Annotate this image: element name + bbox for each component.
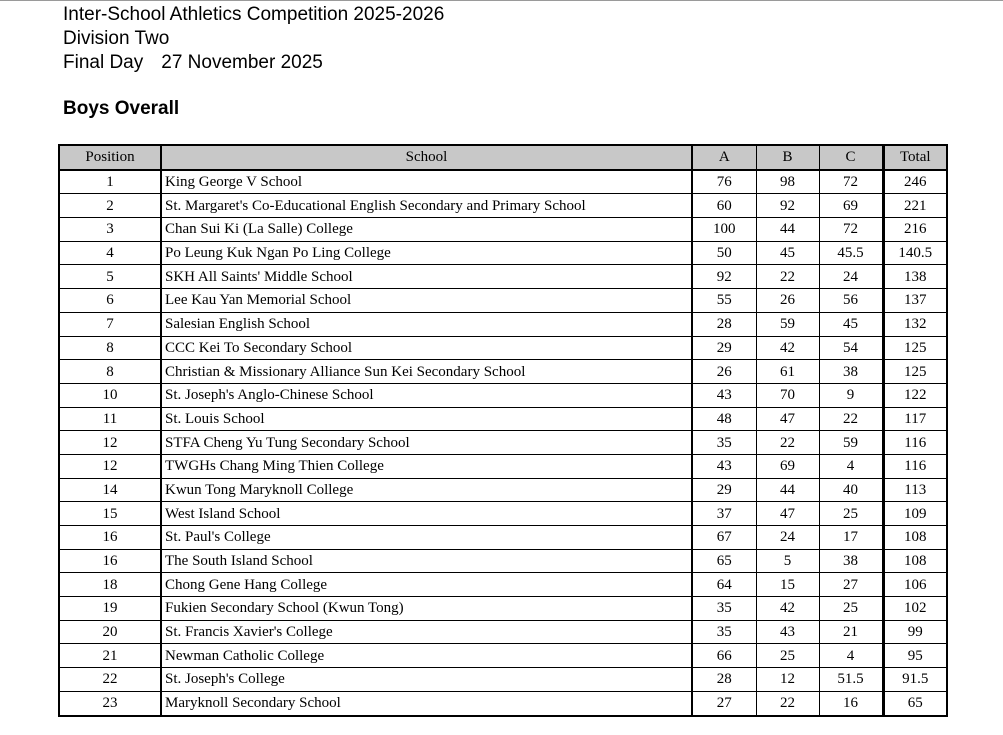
table-row bbox=[59, 336, 947, 360]
table-row bbox=[59, 644, 947, 668]
cell-total: 221 bbox=[883, 194, 947, 218]
cell-school: CCC Kei To Secondary School bbox=[161, 336, 692, 360]
cell-school: SKH All Saints' Middle School bbox=[161, 265, 692, 289]
table-row bbox=[59, 691, 947, 715]
table-row bbox=[59, 241, 947, 265]
cell-position: 11 bbox=[59, 407, 161, 431]
table-row bbox=[59, 407, 947, 431]
cell-school: The South Island School bbox=[161, 549, 692, 573]
table-row bbox=[59, 265, 947, 289]
cell-position: 14 bbox=[59, 478, 161, 502]
cell-score-c: 17 bbox=[819, 526, 883, 550]
cell-score-b: 22 bbox=[756, 265, 819, 289]
competition-title: Inter-School Athletics Competition 2025-2026 bbox=[63, 4, 445, 25]
table-row bbox=[59, 312, 947, 336]
cell-total: 99 bbox=[883, 620, 947, 644]
cell-score-a: 29 bbox=[692, 336, 756, 360]
cell-position: 1 bbox=[59, 170, 161, 194]
table-row bbox=[59, 526, 947, 550]
column-header-a: A bbox=[692, 145, 756, 170]
cell-total: 117 bbox=[883, 407, 947, 431]
cell-score-b: 70 bbox=[756, 383, 819, 407]
cell-score-a: 65 bbox=[692, 549, 756, 573]
table-row bbox=[59, 478, 947, 502]
cell-total: 116 bbox=[883, 454, 947, 478]
cell-total: 132 bbox=[883, 312, 947, 336]
cell-position: 12 bbox=[59, 454, 161, 478]
cell-score-a: 76 bbox=[692, 170, 756, 194]
cell-score-c: 4 bbox=[819, 454, 883, 478]
cell-school: St. Paul's College bbox=[161, 526, 692, 550]
cell-score-c: 22 bbox=[819, 407, 883, 431]
cell-school: Christian & Missionary Alliance Sun Kei Secondary School bbox=[161, 360, 692, 384]
table-row bbox=[59, 218, 947, 242]
cell-school: St. Joseph's College bbox=[161, 668, 692, 692]
cell-position: 2 bbox=[59, 194, 161, 218]
table-row bbox=[59, 383, 947, 407]
table-row bbox=[59, 597, 947, 621]
cell-school: STFA Cheng Yu Tung Secondary School bbox=[161, 431, 692, 455]
cell-score-c: 59 bbox=[819, 431, 883, 455]
table-header-row bbox=[59, 145, 947, 170]
cell-score-b: 15 bbox=[756, 573, 819, 597]
cell-school: Chong Gene Hang College bbox=[161, 573, 692, 597]
table-row bbox=[59, 431, 947, 455]
cell-position: 16 bbox=[59, 549, 161, 573]
cell-school: Fukien Secondary School (Kwun Tong) bbox=[161, 597, 692, 621]
cell-total: 91.5 bbox=[883, 668, 947, 692]
cell-score-c: 45.5 bbox=[819, 241, 883, 265]
cell-score-b: 42 bbox=[756, 597, 819, 621]
cell-school: Po Leung Kuk Ngan Po Ling College bbox=[161, 241, 692, 265]
cell-score-b: 22 bbox=[756, 691, 819, 715]
cell-position: 21 bbox=[59, 644, 161, 668]
cell-score-b: 61 bbox=[756, 360, 819, 384]
cell-total: 140.5 bbox=[883, 241, 947, 265]
cell-school: Maryknoll Secondary School bbox=[161, 691, 692, 715]
cell-total: 113 bbox=[883, 478, 947, 502]
table-row bbox=[59, 289, 947, 313]
cell-score-b: 12 bbox=[756, 668, 819, 692]
cell-score-a: 35 bbox=[692, 431, 756, 455]
cell-position: 4 bbox=[59, 241, 161, 265]
cell-school: Salesian English School bbox=[161, 312, 692, 336]
table-row bbox=[59, 360, 947, 384]
top-divider bbox=[0, 0, 1003, 1]
cell-score-c: 25 bbox=[819, 597, 883, 621]
cell-score-b: 26 bbox=[756, 289, 819, 313]
table-row bbox=[59, 549, 947, 573]
cell-score-c: 54 bbox=[819, 336, 883, 360]
cell-score-a: 28 bbox=[692, 668, 756, 692]
cell-position: 3 bbox=[59, 218, 161, 242]
column-header-total: Total bbox=[883, 145, 947, 170]
cell-score-b: 59 bbox=[756, 312, 819, 336]
cell-position: 12 bbox=[59, 431, 161, 455]
cell-total: 116 bbox=[883, 431, 947, 455]
cell-total: 125 bbox=[883, 336, 947, 360]
cell-score-a: 66 bbox=[692, 644, 756, 668]
cell-score-c: 40 bbox=[819, 478, 883, 502]
cell-school: West Island School bbox=[161, 502, 692, 526]
cell-score-a: 26 bbox=[692, 360, 756, 384]
table-row bbox=[59, 454, 947, 478]
cell-score-c: 38 bbox=[819, 549, 883, 573]
section-title: Boys Overall bbox=[63, 98, 180, 119]
cell-position: 16 bbox=[59, 526, 161, 550]
cell-total: 108 bbox=[883, 526, 947, 550]
cell-score-b: 24 bbox=[756, 526, 819, 550]
cell-school: St. Joseph's Anglo-Chinese School bbox=[161, 383, 692, 407]
cell-score-c: 21 bbox=[819, 620, 883, 644]
cell-score-b: 45 bbox=[756, 241, 819, 265]
cell-position: 8 bbox=[59, 360, 161, 384]
cell-school: St. Margaret's Co-Educational English Secondary and Primary School bbox=[161, 194, 692, 218]
cell-score-b: 22 bbox=[756, 431, 819, 455]
final-day-date: 27 November 2025 bbox=[161, 52, 323, 73]
cell-score-c: 72 bbox=[819, 170, 883, 194]
cell-position: 6 bbox=[59, 289, 161, 313]
cell-total: 106 bbox=[883, 573, 947, 597]
cell-position: 8 bbox=[59, 336, 161, 360]
cell-total: 125 bbox=[883, 360, 947, 384]
cell-score-b: 44 bbox=[756, 218, 819, 242]
cell-score-c: 4 bbox=[819, 644, 883, 668]
cell-score-a: 50 bbox=[692, 241, 756, 265]
cell-position: 19 bbox=[59, 597, 161, 621]
cell-score-a: 100 bbox=[692, 218, 756, 242]
cell-score-a: 43 bbox=[692, 383, 756, 407]
cell-score-c: 9 bbox=[819, 383, 883, 407]
cell-score-a: 37 bbox=[692, 502, 756, 526]
cell-total: 109 bbox=[883, 502, 947, 526]
cell-position: 18 bbox=[59, 573, 161, 597]
results-body bbox=[59, 170, 947, 716]
division-label: Division Two bbox=[63, 28, 170, 49]
cell-score-b: 5 bbox=[756, 549, 819, 573]
cell-score-b: 43 bbox=[756, 620, 819, 644]
cell-score-a: 28 bbox=[692, 312, 756, 336]
cell-school: Chan Sui Ki (La Salle) College bbox=[161, 218, 692, 242]
cell-score-c: 69 bbox=[819, 194, 883, 218]
cell-score-c: 38 bbox=[819, 360, 883, 384]
cell-score-a: 55 bbox=[692, 289, 756, 313]
cell-score-a: 64 bbox=[692, 573, 756, 597]
cell-position: 20 bbox=[59, 620, 161, 644]
cell-score-a: 35 bbox=[692, 597, 756, 621]
cell-position: 7 bbox=[59, 312, 161, 336]
cell-total: 95 bbox=[883, 644, 947, 668]
table-row bbox=[59, 620, 947, 644]
cell-total: 138 bbox=[883, 265, 947, 289]
table-row bbox=[59, 573, 947, 597]
cell-score-b: 69 bbox=[756, 454, 819, 478]
cell-position: 22 bbox=[59, 668, 161, 692]
cell-score-a: 67 bbox=[692, 526, 756, 550]
cell-score-a: 29 bbox=[692, 478, 756, 502]
cell-score-c: 45 bbox=[819, 312, 883, 336]
cell-total: 137 bbox=[883, 289, 947, 313]
cell-school: King George V School bbox=[161, 170, 692, 194]
cell-position: 15 bbox=[59, 502, 161, 526]
cell-position: 5 bbox=[59, 265, 161, 289]
cell-score-c: 51.5 bbox=[819, 668, 883, 692]
cell-score-c: 16 bbox=[819, 691, 883, 715]
cell-score-b: 98 bbox=[756, 170, 819, 194]
cell-school: St. Francis Xavier's College bbox=[161, 620, 692, 644]
cell-score-a: 35 bbox=[692, 620, 756, 644]
cell-score-a: 60 bbox=[692, 194, 756, 218]
cell-school: Newman Catholic College bbox=[161, 644, 692, 668]
cell-score-a: 92 bbox=[692, 265, 756, 289]
cell-total: 246 bbox=[883, 170, 947, 194]
cell-score-a: 48 bbox=[692, 407, 756, 431]
cell-school: St. Louis School bbox=[161, 407, 692, 431]
final-day-line bbox=[63, 51, 323, 75]
cell-position: 10 bbox=[59, 383, 161, 407]
table-row bbox=[59, 194, 947, 218]
cell-score-b: 25 bbox=[756, 644, 819, 668]
table-row bbox=[59, 170, 947, 194]
cell-score-c: 56 bbox=[819, 289, 883, 313]
cell-total: 102 bbox=[883, 597, 947, 621]
cell-school: Kwun Tong Maryknoll College bbox=[161, 478, 692, 502]
cell-score-c: 25 bbox=[819, 502, 883, 526]
cell-position: 23 bbox=[59, 691, 161, 715]
cell-score-a: 43 bbox=[692, 454, 756, 478]
cell-total: 122 bbox=[883, 383, 947, 407]
results-table bbox=[58, 144, 948, 717]
cell-score-c: 27 bbox=[819, 573, 883, 597]
cell-score-b: 47 bbox=[756, 502, 819, 526]
cell-total: 65 bbox=[883, 691, 947, 715]
cell-school: TWGHs Chang Ming Thien College bbox=[161, 454, 692, 478]
column-header-c: C bbox=[819, 145, 883, 170]
cell-total: 108 bbox=[883, 549, 947, 573]
cell-total: 216 bbox=[883, 218, 947, 242]
column-header-position: Position bbox=[59, 145, 161, 170]
cell-score-b: 44 bbox=[756, 478, 819, 502]
cell-score-b: 47 bbox=[756, 407, 819, 431]
cell-score-b: 42 bbox=[756, 336, 819, 360]
cell-school: Lee Kau Yan Memorial School bbox=[161, 289, 692, 313]
cell-score-c: 24 bbox=[819, 265, 883, 289]
cell-score-a: 27 bbox=[692, 691, 756, 715]
cell-score-b: 92 bbox=[756, 194, 819, 218]
final-day-label: Final Day bbox=[63, 52, 144, 73]
table-row bbox=[59, 668, 947, 692]
cell-score-c: 72 bbox=[819, 218, 883, 242]
column-header-b: B bbox=[756, 145, 819, 170]
column-header-school: School bbox=[161, 145, 692, 170]
table-row bbox=[59, 502, 947, 526]
